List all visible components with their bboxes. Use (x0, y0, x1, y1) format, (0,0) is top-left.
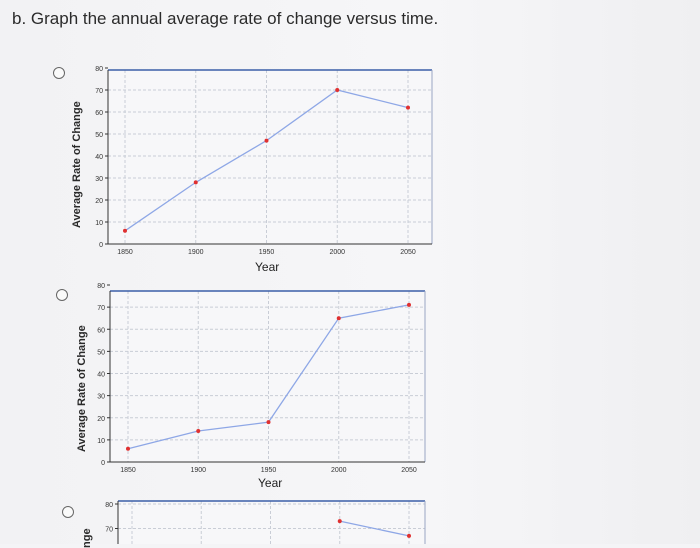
chart-c-ytick-label: 70 (105, 526, 113, 534)
chart-a-ytick-label: 80 (95, 66, 103, 73)
chart-a-ytick-label: 30 (95, 176, 103, 183)
chart-a-ytick-label: 60 (95, 110, 103, 117)
chart-a-xtick-label: 1850 (117, 249, 133, 256)
chart-a-ytick-label: 0 (99, 242, 103, 249)
chart-b-xtick-label: 2050 (401, 467, 417, 474)
chart-b-ytick-label: 10 (97, 437, 105, 445)
chart-b-xtick-label: 1850 (120, 467, 136, 474)
chart-b-ytick-label: 60 (97, 327, 105, 335)
chart-b-ytick-label: 20 (97, 415, 105, 423)
question-text: b. Graph the annual average rate of change versus time. (12, 9, 439, 28)
chart-b-ytick-label: 0 (101, 460, 105, 467)
chart-a-xtick-label: 2050 (400, 249, 416, 256)
chart-b-ytick-label: 30 (97, 393, 105, 401)
chart-a-ytick-label: 70 (95, 88, 103, 95)
chart-c-data-point (407, 534, 411, 538)
chart-b-ylabel: Average Rate of Change (76, 325, 88, 452)
chart-b-xtick-label: 1900 (190, 467, 207, 474)
chart-a-ytick-label: 50 (95, 132, 103, 139)
chart-b-xtick-label: 1950 (260, 467, 277, 474)
chart-b-xtick-label: 2000 (330, 467, 347, 474)
chart-a-xtick-label: 1900 (187, 249, 204, 256)
chart-a-xtick-label: 2000 (329, 249, 346, 256)
chart-a-xtick-label: 1950 (258, 249, 275, 256)
chart-a-ylabel: Average Rate of Change (71, 101, 83, 228)
chart-b-ytick-label: 80 (97, 283, 105, 290)
chart-a-xlabel: Year (255, 260, 280, 274)
chart-a-ytick-label: 40 (95, 154, 103, 161)
chart-b-ytick-label: 40 (97, 371, 105, 379)
chart-a-ytick-label: 10 (95, 220, 103, 227)
chart-b-ytick-label: 70 (97, 305, 105, 313)
chart-c-plot-area (118, 501, 425, 544)
chart-a-ytick-label: 20 (95, 198, 103, 205)
chart-b-xlabel: Year (258, 476, 283, 490)
chart-c-ylabel: nge (81, 528, 93, 548)
chart-c-ytick-label: 80 (105, 502, 113, 509)
chart-c-data-point (338, 519, 342, 523)
chart-b-ytick-label: 50 (97, 349, 105, 357)
